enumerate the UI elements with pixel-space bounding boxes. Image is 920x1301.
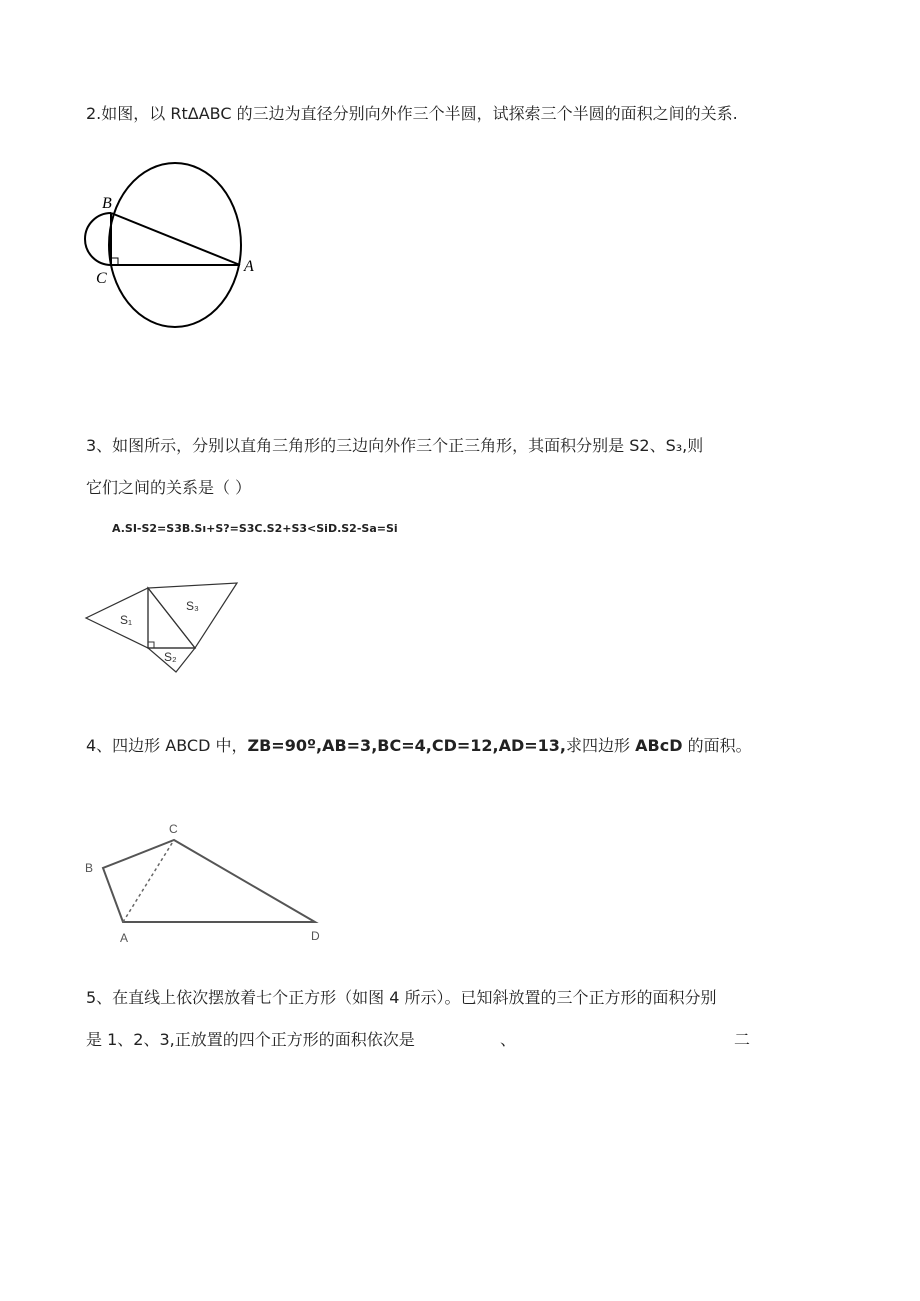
label-c: C bbox=[96, 270, 107, 287]
label-b: B bbox=[102, 195, 112, 212]
q4-text bbox=[86, 736, 752, 756]
label-c: C bbox=[169, 822, 178, 836]
q4-conditions: ZB=90º,AB=3,BC=4,CD=12,AD=13, bbox=[247, 736, 567, 755]
q3-line1: 3、如图所示，分别以直角三角形的三边向外作三个正三角形，其面积分别是 S2、S₃,则 bbox=[86, 436, 704, 455]
label-a: A bbox=[244, 258, 254, 275]
label-a: A bbox=[120, 931, 129, 945]
q4-ask-prefix: 求四边形 bbox=[566, 736, 631, 755]
q5-line1: 5、在直线上依次摆放着七个正方形（如图 4 所示）。已知斜放置的三个正方形的面积分别 bbox=[86, 988, 717, 1007]
q3-options: A.SI-S2=S3B.Sı+S?=S3C.S2+S3<SiD.S2-Sa=Si bbox=[112, 522, 398, 535]
q5-line2: 是 1、2、3,正放置的四个正方形的面积依次是 bbox=[86, 1030, 415, 1049]
triangle-s3 bbox=[148, 583, 237, 648]
q3-figure bbox=[80, 578, 250, 678]
semicircle-ab bbox=[109, 163, 241, 327]
q2-figure bbox=[80, 160, 280, 340]
q5-tail: 二 bbox=[734, 1030, 751, 1049]
q4-ask-suffix: 的面积。 bbox=[687, 736, 752, 755]
label-d: D bbox=[311, 929, 320, 943]
label-s1: S₁ bbox=[120, 613, 133, 627]
side-ab bbox=[111, 213, 240, 265]
triangle-s1 bbox=[86, 588, 148, 648]
label-s3: S₃ bbox=[186, 599, 199, 613]
semicircle-bc bbox=[85, 213, 111, 265]
right-angle-mark bbox=[111, 258, 118, 265]
quadrilateral-abcd bbox=[103, 840, 315, 922]
q4-ask-name: ABcD bbox=[635, 736, 683, 755]
q5-sep: 、 bbox=[500, 1030, 517, 1049]
q4-prefix: 4、四边形 ABCD 中， bbox=[86, 736, 248, 755]
label-s2: S₂ bbox=[164, 650, 177, 664]
q3-line2: 它们之间的关系是（ ） bbox=[86, 478, 252, 497]
right-angle-mark bbox=[148, 642, 154, 648]
diagonal-ac bbox=[123, 840, 174, 922]
q4-figure bbox=[80, 818, 340, 948]
q2-text: 2.如图，以 RtΔABC 的三边为直径分别向外作三个半圆，试探索三个半圆的面积之间的关系. bbox=[86, 104, 738, 123]
label-b: B bbox=[85, 861, 94, 875]
